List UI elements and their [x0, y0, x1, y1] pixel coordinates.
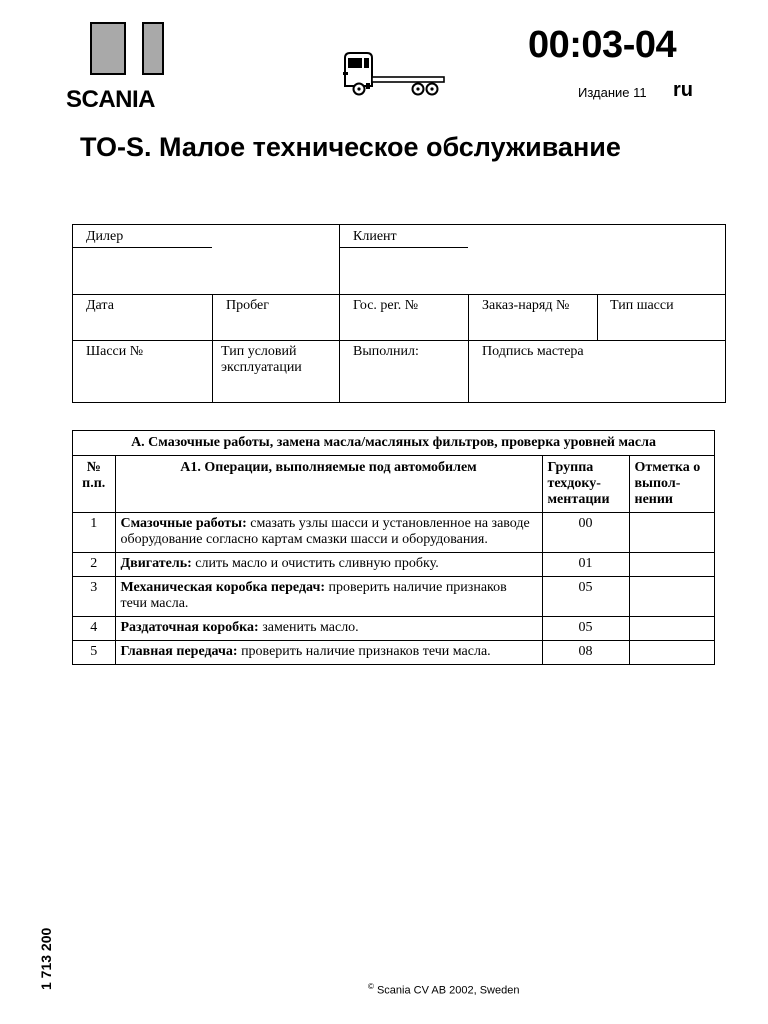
form-divider	[212, 294, 213, 340]
row-doc-group: 05	[542, 577, 629, 617]
work-order-label: Заказ-наряд №	[482, 298, 570, 313]
form-divider	[468, 340, 469, 403]
row-operation-title: Двигатель:	[120, 556, 192, 571]
row-operation	[115, 577, 542, 617]
row-doc-group: 05	[542, 617, 629, 641]
row-completion-mark[interactable]	[629, 513, 714, 553]
page-title: TO-S. Малое техническое обслуживание	[80, 132, 621, 162]
form-divider	[468, 294, 469, 340]
row-completion-mark[interactable]	[629, 641, 714, 665]
client-label: Клиент	[353, 229, 397, 244]
row-doc-group: 01	[542, 553, 629, 577]
row-number: 5	[73, 641, 115, 665]
row-operation	[115, 553, 542, 577]
col-header-completion-mark: Отметка о выпол- нении	[629, 456, 714, 513]
form-divider	[339, 340, 340, 403]
document-number: 00:03-04	[528, 24, 677, 66]
col-header-operations: A1. Операции, выполняемые под автомобилем	[115, 456, 542, 513]
footer-text: Scania CV AB 2002, Sweden	[373, 984, 520, 997]
col-header-number: № п.п.	[73, 456, 115, 513]
dealer-label: Дилер	[86, 229, 124, 244]
copyright-symbol: ©	[368, 982, 374, 991]
form-divider	[212, 340, 213, 403]
edition-label: Издание 11	[578, 85, 647, 100]
section-a-title: A. Смазочные работы, замена масла/масляных фильтров, проверка уровней масла	[73, 431, 714, 456]
truck-chassis-icon	[342, 50, 446, 96]
performed-by-label: Выполнил:	[353, 344, 419, 359]
row-operation-title: Смазочные работы:	[120, 516, 247, 531]
side-document-code: 1 713 200	[38, 927, 54, 990]
row-number: 1	[73, 513, 115, 553]
row-doc-group: 00	[542, 513, 629, 553]
table-row	[73, 553, 714, 577]
row-number: 4	[73, 617, 115, 641]
row-operation-title: Главная передача:	[120, 644, 238, 659]
table-row	[73, 617, 714, 641]
operating-conditions-label: Тип условий эксплуатации	[221, 344, 302, 375]
chassis-number-label: Шасси №	[86, 344, 144, 359]
dealer-underline	[73, 247, 212, 248]
brand-name: SCANIA	[66, 86, 156, 113]
row-operation-text: смазать узлы шасси и установленное на заводе оборудование согласно картам смазки шасси и оборудования.	[120, 516, 530, 547]
table-row	[73, 641, 714, 665]
form-divider	[73, 340, 725, 341]
table-row	[73, 513, 714, 553]
row-completion-mark[interactable]	[629, 617, 714, 641]
scania-logo-bar-left-icon	[90, 22, 126, 75]
row-completion-mark[interactable]	[629, 577, 714, 617]
scania-logo	[66, 22, 196, 114]
row-operation-title: Механическая коробка передач:	[120, 580, 326, 595]
form-divider	[339, 294, 340, 340]
table-row	[73, 577, 714, 617]
mileage-label: Пробег	[226, 298, 270, 313]
form-divider	[597, 294, 598, 340]
reg-number-label: Гос. рег. №	[353, 298, 419, 313]
chassis-type-label: Тип шасси	[610, 298, 674, 313]
row-operation	[115, 513, 542, 553]
language-code: ru	[673, 79, 693, 101]
row-number: 2	[73, 553, 115, 577]
row-operation-text: проверить наличие признаков течи масла.	[120, 580, 507, 611]
col-header-doc-group: Группа техдоку- ментации	[542, 456, 629, 513]
info-form	[72, 224, 726, 403]
section-a-table	[72, 430, 715, 665]
row-doc-group: 08	[542, 641, 629, 665]
form-divider	[73, 294, 725, 295]
row-operation-text: проверить наличие признаков течи масла.	[237, 644, 491, 659]
row-number: 3	[73, 577, 115, 617]
form-divider	[339, 225, 340, 294]
row-operation	[115, 641, 542, 665]
row-completion-mark[interactable]	[629, 553, 714, 577]
row-operation-text: слить масло и очистить сливную пробку.	[191, 556, 439, 571]
date-label: Дата	[86, 298, 114, 313]
master-signature-label: Подпись мастера	[482, 344, 584, 359]
footer-copyright	[368, 982, 519, 997]
client-underline	[339, 247, 468, 248]
scania-logo-bar-right-icon	[142, 22, 164, 75]
row-operation-text: заменить масло.	[258, 620, 359, 635]
row-operation-title: Раздаточная коробка:	[120, 620, 259, 635]
row-operation	[115, 617, 542, 641]
